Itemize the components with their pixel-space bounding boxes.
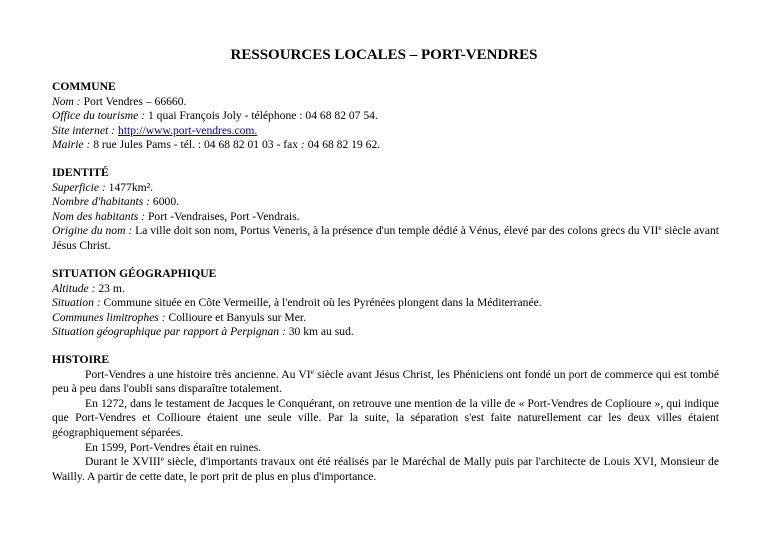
histoire-paragraph-4 <box>52 455 719 484</box>
habitants-value: 6000. <box>150 195 180 209</box>
mairie-value: 8 rue Jules Pams - tél. : 04 68 82 01 03 - fax <box>90 138 301 152</box>
identite-origine <box>52 224 719 253</box>
perpignan-label: Situation géographique par rapport à Perpignan : <box>52 325 286 339</box>
section-identite <box>52 166 719 254</box>
section-situation <box>52 267 719 340</box>
histoire-paragraph-3: En 1599, Port-Vendres était en ruines. <box>85 440 262 454</box>
histoire-p4-sup: e <box>160 454 164 464</box>
habitants-label: Nombre d'habitants : <box>52 195 151 209</box>
situation-altitude <box>52 282 719 297</box>
origine-value-2: siècle avant Jésus Christ. <box>52 224 720 252</box>
site-label: Site internet : <box>52 123 116 137</box>
identite-habitants <box>52 195 719 210</box>
commune-site <box>52 124 719 139</box>
commune-mairie <box>52 138 719 153</box>
section-heading-commune: COMMUNE <box>52 80 116 93</box>
histoire-p4-text-b: siècle, d'importants travaux ont été réalisés par le Maréchal de Mally puis par l'architecte de Louis XVI, Monsieur de Wailly. A partir de cette date, le port prit de plus en plus d'importance. <box>52 455 720 483</box>
nom-label: Nom : <box>52 94 81 108</box>
histoire-p1-text-a: Port-Vendres a une histoire très ancienne. Au VI <box>85 367 311 381</box>
mairie-fax-colon: : <box>300 138 305 152</box>
origine-label: Origine du nom : <box>52 224 133 238</box>
histoire-p1-text-b: siècle avant Jésus Christ, les Phéniciens ont fondé un port de commerce qui est tombé peu à peu dans l'oubli sans disparaître totalement. <box>52 367 719 396</box>
office-label: Office du tourisme : <box>52 109 146 123</box>
nom-value: Port Vendres – 66660. <box>80 94 187 108</box>
section-histoire <box>52 353 719 484</box>
histoire-p1-sup: e <box>310 366 314 376</box>
altitude-value: 23 m. <box>95 281 125 295</box>
commune-office <box>52 109 719 124</box>
identite-superficie <box>52 181 719 196</box>
superficie-value: 1477km². <box>105 180 154 194</box>
limitrophes-label: Communes limitrophes : <box>52 310 166 324</box>
identite-nom-habitants <box>52 210 719 225</box>
nom-habitants-label: Nom des habitants : <box>52 209 146 223</box>
histoire-paragraph-1 <box>52 368 719 397</box>
nom-habitants-value: Port -Vendraises, Port -Vendrais. <box>145 209 300 223</box>
histoire-paragraph-2: En 1272, dans le testament de Jacques le Conquérant, on retrouve une mention de la ville de « Port-Vendres de Coplioure », qui indique que Port-Vendres et Collioure étaient une seule ville. Par la suite, la séparation s'est faite naturellement car les deux villes étaient géographiquement séparées. <box>52 396 719 439</box>
altitude-label: Altitude : <box>52 281 96 295</box>
situation-situation <box>52 296 719 311</box>
section-heading-situation: SITUATION GÉOGRAPHIQUE <box>52 267 217 280</box>
mairie-fax-value: 04 68 82 19 62. <box>304 138 381 152</box>
section-heading-histoire: HISTOIRE <box>52 353 110 366</box>
section-commune <box>52 80 719 153</box>
histoire-p4-text-a: Durant le XVIII <box>85 455 161 469</box>
situation-label: Situation : <box>52 296 101 310</box>
situation-value: Commune située en Côte Vermeille, à l'endroit où les Pyrénées plongent dans la Méditerranée. <box>100 296 542 310</box>
superficie-label: Superficie : <box>52 180 106 194</box>
page-title: RESSOURCES LOCALES – PORT-VENDRES <box>230 47 538 63</box>
situation-limitrophes <box>52 311 719 326</box>
mairie-label: Mairie : <box>52 138 91 152</box>
commune-nom <box>52 95 719 110</box>
office-value: 1 quai François Joly - téléphone : 04 68 82 07 54. <box>145 109 378 123</box>
origine-value-1: La ville doit son nom, Portus Veneris, à la présence d'un temple dédié à Vénus, élevé par des colons grecs du VII <box>132 224 659 238</box>
situation-perpignan <box>52 325 719 340</box>
origine-sup: e <box>658 223 662 233</box>
site-link[interactable]: http://www.port-vendres.com. <box>118 123 258 137</box>
section-heading-identite: IDENTITÉ <box>52 166 109 179</box>
limitrophes-value: Collioure et Banyuls sur Mer. <box>165 310 306 324</box>
perpignan-value: 30 km au sud. <box>285 325 354 339</box>
